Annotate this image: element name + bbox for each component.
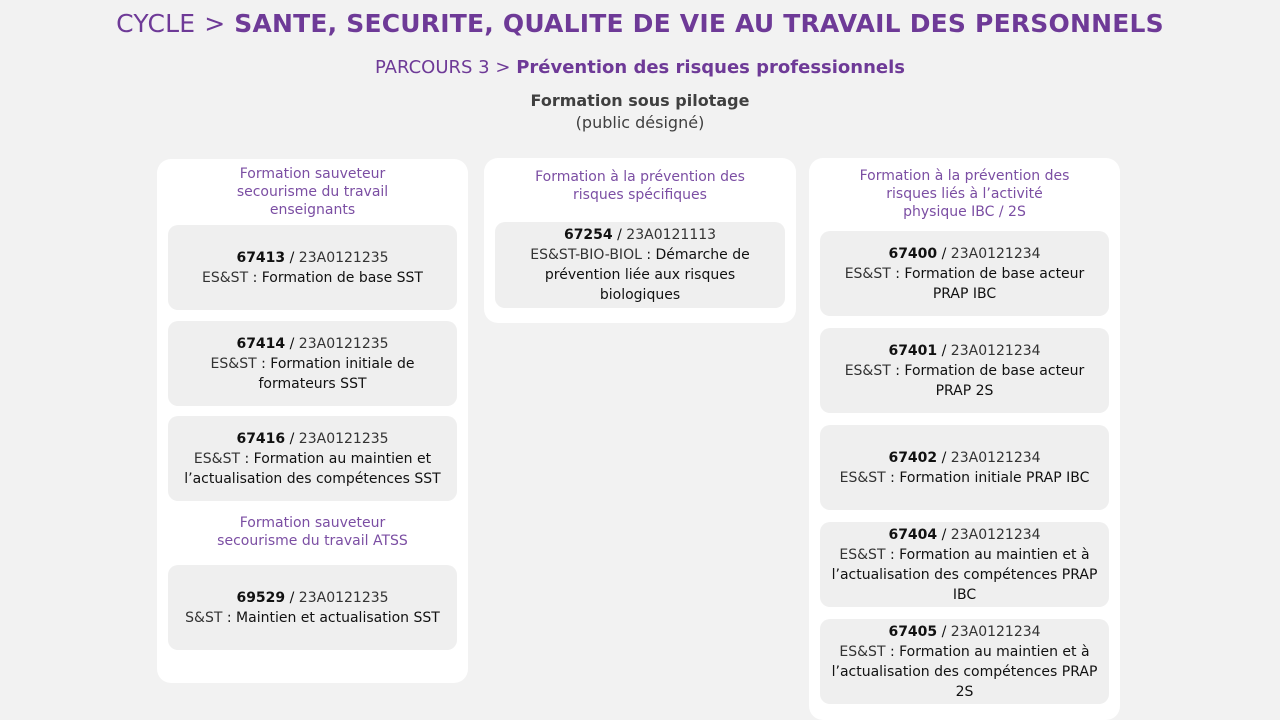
training-desc: Formation initiale de formateurs SST: [258, 355, 415, 392]
section-title-line: risques spécifiques: [573, 187, 707, 203]
section-title: [157, 165, 468, 219]
section-title-line: physique IBC / 2S: [903, 204, 1026, 220]
training-ref: 23A0121235: [298, 249, 389, 266]
training-desc: Formation de base acteur PRAP 2S: [904, 362, 1085, 399]
training-desc: Formation au maintien et à l’actualisation des compétences PRAP IBC: [831, 546, 1098, 603]
panel-risques-specifiques: [484, 158, 796, 323]
training-card-67401[interactable]: 67401 / 23A0121234 ES&ST : Formation de base acteur PRAP 2S: [820, 328, 1109, 413]
section-title-line: Formation sauveteur: [239, 515, 386, 531]
training-prefix: ES&ST: [202, 269, 249, 286]
training-card-67416[interactable]: 67416 / 23A0121235 ES&ST : Formation au maintien et l’actualisation des compétences SST: [168, 416, 457, 501]
formation-type: Formation sous pilotage: [530, 91, 750, 110]
training-card-67254[interactable]: 67254 / 23A0121113 ES&ST-BIO-BIOL : Démarche de prévention liée aux risques biologiques: [495, 222, 785, 308]
training-id: 69529: [236, 589, 286, 606]
training-id: 67416: [236, 430, 286, 447]
training-prefix: S&ST: [185, 609, 223, 626]
training-ref: 23A0121113: [626, 227, 717, 243]
training-desc: Démarche de prévention liée aux risques biologiques: [544, 247, 750, 303]
training-ref: 23A0121234: [950, 245, 1041, 262]
section-title: [484, 168, 796, 204]
cycle-label: CYCLE: [116, 9, 196, 38]
training-prefix: ES&ST: [844, 265, 891, 282]
parcours-label: PARCOURS 3: [374, 57, 490, 78]
training-desc: Maintien et actualisation SST: [236, 609, 440, 626]
training-card-67413[interactable]: 67413 / 23A0121235 ES&ST : Formation de base SST: [168, 225, 457, 310]
breadcrumb-separator: >: [204, 9, 226, 38]
training-id: 67400: [888, 245, 938, 262]
section-title-line: Formation à la prévention des: [535, 169, 745, 185]
section-title-line: Formation sauveteur: [239, 166, 386, 182]
subsection-title: [157, 514, 468, 550]
training-card-67400[interactable]: 67400 / 23A0121234 ES&ST : Formation de base acteur PRAP IBC: [820, 231, 1109, 316]
training-ref: 23A0121235: [298, 430, 389, 447]
public-note: (public désigné): [575, 113, 705, 132]
section-title-line: secourisme du travail: [236, 184, 389, 200]
training-id: 67254: [563, 227, 613, 243]
training-ref: 23A0121234: [950, 342, 1041, 359]
parcours-subtitle: [0, 56, 1280, 80]
training-id: 67401: [888, 342, 938, 359]
training-card-67405[interactable]: 67405 / 23A0121234 ES&ST : Formation au maintien et à l’actualisation des compétences PRAP 2S: [820, 619, 1109, 704]
training-id: 67405: [888, 623, 938, 640]
section-title: [809, 167, 1120, 221]
training-ref: 23A0121234: [950, 449, 1041, 466]
breadcrumb-separator: >: [495, 57, 511, 78]
training-prefix: ES&ST: [839, 643, 886, 660]
parcours-title: Prévention des risques professionnels: [516, 57, 906, 78]
training-card-69529[interactable]: 69529 / 23A0121235 S&ST : Maintien et actualisation SST: [168, 565, 457, 650]
cycle-title: SANTE, SECURITE, QUALITE DE VIE AU TRAVAIL DES PERSONNELS: [234, 9, 1164, 38]
training-desc: Formation au maintien et l’actualisation des compétences SST: [184, 450, 441, 487]
training-id: 67404: [888, 526, 938, 543]
training-desc: Formation de base acteur PRAP IBC: [904, 265, 1085, 302]
training-id: 67414: [236, 335, 286, 352]
training-ref: 23A0121234: [950, 623, 1041, 640]
training-card-67402[interactable]: 67402 / 23A0121234 ES&ST : Formation initiale PRAP IBC: [820, 425, 1109, 510]
section-title-line: risques liés à l’activité: [886, 186, 1043, 202]
training-prefix: ES&ST: [844, 362, 891, 379]
section-title-line: enseignants: [269, 202, 356, 218]
page-title: [0, 8, 1280, 40]
training-prefix: ES&ST: [839, 546, 886, 563]
section-title-line: Formation à la prévention des: [859, 168, 1070, 184]
training-prefix: ES&ST: [210, 355, 257, 372]
training-prefix: ES&ST: [839, 469, 886, 486]
training-prefix: ES&ST: [193, 450, 241, 467]
training-ref: 23A0121235: [298, 335, 389, 352]
training-desc: Formation initiale PRAP IBC: [899, 469, 1090, 486]
section-title-line: secourisme du travail ATSS: [217, 533, 408, 549]
training-desc: Formation au maintien et à l’actualisation des compétences PRAP 2S: [831, 643, 1098, 700]
training-id: 67402: [888, 449, 938, 466]
training-desc: Formation de base SST: [261, 269, 423, 286]
training-ref: 23A0121234: [950, 526, 1041, 543]
training-prefix: ES&ST-BIO-BIOL: [530, 247, 642, 263]
training-card-67404[interactable]: 67404 / 23A0121234 ES&ST : Formation au maintien et à l’actualisation des compétences PRAP IBC: [820, 522, 1109, 607]
panel-activite-physique: [809, 158, 1120, 720]
panel-sst: [157, 159, 468, 683]
training-ref: 23A0121235: [298, 589, 389, 606]
training-card-67414[interactable]: 67414 / 23A0121235 ES&ST : Formation initiale de formateurs SST: [168, 321, 457, 406]
training-id: 67413: [236, 249, 286, 266]
formation-heading: [0, 90, 1280, 134]
